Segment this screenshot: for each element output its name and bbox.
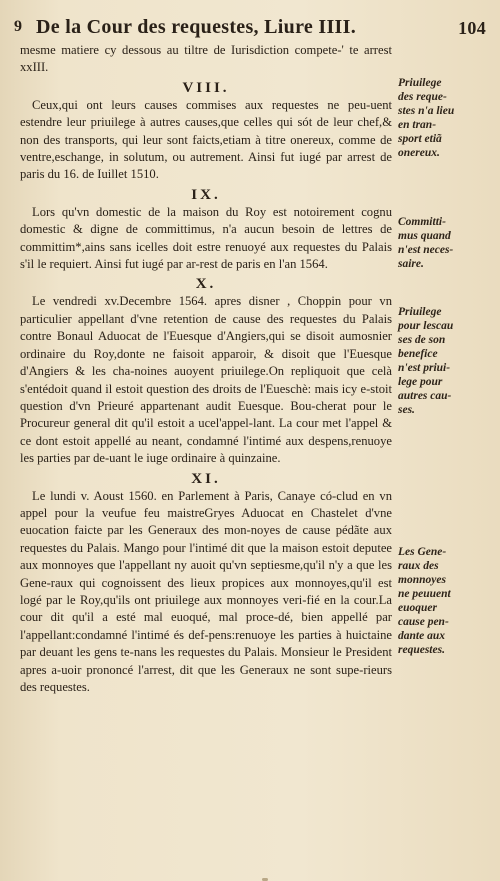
page-number: 104 [458, 18, 486, 38]
margin-note-generaux [398, 545, 494, 657]
margin-line: requestes. [398, 644, 445, 656]
main-text [20, 42, 392, 696]
margin-note-committimus [398, 215, 494, 271]
section-heading-x: X. [195, 276, 217, 293]
margin-line: cause pen- [398, 616, 449, 628]
margin-line: stes n'a lieu [398, 105, 455, 117]
margin-line: autres cau- [398, 390, 452, 402]
margin-line: dante aux [398, 630, 445, 642]
margin-line: onereux. [398, 147, 440, 159]
margin-line: benefice [398, 348, 438, 360]
margin-line: Committi- [398, 216, 446, 228]
margin-line: Les Gene- [398, 546, 447, 558]
margin-note-benefice [398, 305, 494, 417]
margin-line: des reque- [398, 91, 447, 103]
margin-line: Priuilege [398, 306, 442, 318]
margin-line: Priuilege [398, 77, 442, 89]
running-title: De la Cour des requestes, Liure IIII. [36, 16, 357, 38]
section-heading-viii: VIII. [182, 79, 230, 96]
margin-line: pour lescau [398, 320, 454, 332]
section-heading-ix: IX. [191, 186, 221, 203]
margin-line: mus quand [398, 230, 451, 242]
margin-line: n'est priui- [398, 362, 451, 374]
margin-line: euoquer [398, 602, 437, 614]
section-ix-text: Lors qu'vn domestic de la maison du Roy est notoirement cognu domestic & digne de committimus, n'a aucun besoin de lettres de committim*,ains sans icelles doit estre renuoyé aux requestes du Palais s'il le requiert. Ainsi fut iugé par ar-rest de paris en l'an 1564. [20, 204, 392, 272]
left-page-marker: 9 [14, 18, 23, 35]
section-heading-xi: XI. [191, 470, 221, 487]
margin-note-priuilege [398, 76, 494, 160]
section-viii-text: Ceux,qui ont leurs causes commises aux requestes ne peu-uent estendre leur priuilege à autres causes,que celles qui sót de leur chef,& non des transports, qui leur sont faicts,etiam à titre onereux, comme de ventre,eschange, in solutum, ou autrement. Ainsi fut iugé par arrest de paris du 16. de Iuillet 1510. [20, 97, 392, 182]
section-x-text: Le vendredi xv.Decembre 1564. apres disner , Choppin pour vn particulier appellant d'vne retention de cause des requestes du Palais contre Bonaul Aduocat de l'Euesque d'Angiers,qui se disoit aumosnier ordinaire du Roy,donte ne faisoit apparoir, & disoit que l'Euesque d'Angiers & les cha-noines auoyent priuilege.On repliquoit que celà s'entédoit quand il estoit question des droits de l'Eueschè: mais icy e-stoit question d'vn Prieuré appartenant audit Euesque. Bou-cherat pour le Procureur general dit qu'il estoit a ucel'appel-lant. La cour met l'appel & ce dont estoit appellé au neant, condamné l'intimé aux despens,renuoye les parties par de-uant le iuge ordinaire à quinzaine. [20, 294, 392, 466]
margin-line: en tran- [398, 119, 437, 131]
section-xi-text: Le lundi v. Aoust 1560. en Parlement à Paris, Canaye có-clud en vn appel pour la veufue feu maistreGryes Aduocat en Chastelet d'vne euocation faicte par les Generaux des mon-noyes de cause pédãte aux requestes du Palais. Mango pour l'intimé dit que la maison estoit deputee aux monnoyes que l'appellant ny auoit qu'vn septiesme,qu'il n'y a que les Gene-raux qui cognoissent des lieux propices aux monnoyes,qu'il est logé par le Roy,qu'ils ont priuilege aux monnoyes veri-fié en la cour.La cour dit qu'il a esté mal euoqué, mal proce-dé, bien appellé par l'appellant:condamné l'intimé és def-pens:renuoye les parties à huictaine par deuant les gens te-nans les requestes du Palais. Monsieur le President apres a-uoir prononcé l'arrest, dit que les Generaux ne sont supe-rieurs des requestes. [20, 488, 392, 694]
margin-line: raux des [398, 560, 439, 572]
margin-line: ses. [398, 404, 415, 416]
margin-line: ne peuuent [398, 588, 451, 600]
intro-paragraph: mesme matiere cy dessous au tiltre de Iurisdiction compete-' te arrest xxIII. [20, 43, 392, 75]
margin-line: n'est neces- [398, 244, 454, 256]
margin-line: lege pour [398, 376, 443, 388]
margin-line: saire. [398, 258, 424, 270]
margin-line: sport etiã [398, 133, 442, 145]
margin-line: ses de son [398, 334, 446, 346]
margin-line: monnoyes [398, 574, 446, 586]
